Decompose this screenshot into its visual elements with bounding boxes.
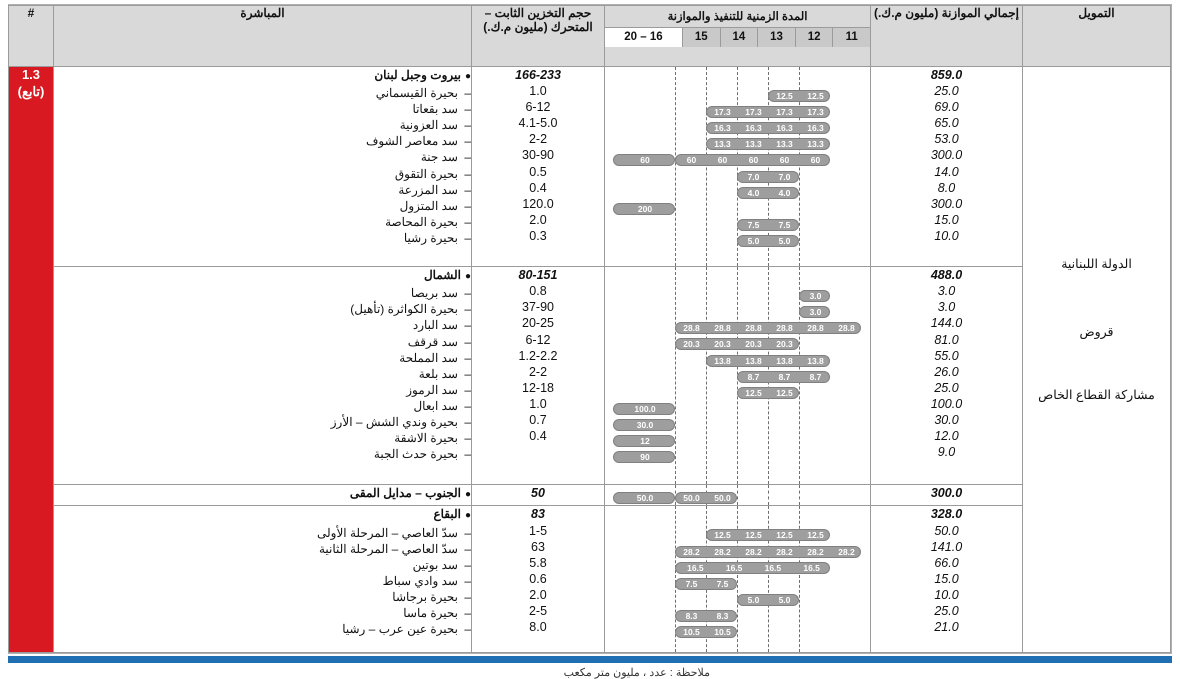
- volume-value: 0.4: [529, 429, 547, 444]
- project-cell: [54, 506, 472, 653]
- gantt-bar-value: 60: [779, 155, 790, 166]
- gantt-bar-value: 7.0: [778, 171, 791, 182]
- gantt-bar: [613, 403, 675, 415]
- budget-cell: [871, 67, 1023, 267]
- project-item: – سدّ العاصي – المرحلة الأولى: [316, 525, 471, 540]
- gantt-bar-value: 50.0: [636, 493, 654, 504]
- budget-cell: [871, 485, 1023, 506]
- project-item: – بحيرة المحاصة: [385, 214, 471, 229]
- volume-value: 0.7: [529, 413, 547, 428]
- gantt-gridline: [799, 506, 800, 652]
- gantt-bar-value: 4.0: [778, 187, 791, 198]
- budget-value: 66.0: [934, 555, 959, 570]
- budget-value: 14.0: [934, 164, 959, 179]
- gantt-bar-value: 10.5: [683, 627, 700, 638]
- budget-cell: [871, 267, 1023, 485]
- gantt-bar-value: 28.2: [683, 546, 700, 557]
- year-11: 11: [832, 28, 870, 47]
- project-item: – سد البارد: [412, 318, 471, 333]
- volume-total: 50: [531, 486, 545, 501]
- gantt-bar: [613, 154, 675, 166]
- gantt-bar-value: 12.5: [714, 530, 731, 541]
- volume-value: 2-2: [528, 364, 548, 379]
- gantt-bar: [737, 594, 799, 606]
- table-row: [9, 267, 1171, 485]
- gantt-bar-value: 50.0: [683, 493, 700, 504]
- gantt-bar-value: 20.3: [745, 339, 762, 350]
- gantt-gridline: [799, 485, 800, 505]
- gantt-bar-value: 28.8: [807, 323, 824, 334]
- table-row: [9, 67, 1171, 267]
- gantt-bar-value: 16.3: [745, 123, 762, 134]
- volume-value: 2-5: [528, 604, 548, 619]
- project-group-label: ●بيروت وجبل لبنان: [374, 68, 471, 82]
- volume-value: 20-25: [522, 316, 554, 331]
- gantt-bar-value: 60: [748, 155, 759, 166]
- gantt-bar-value: 7.0: [747, 171, 760, 182]
- gantt-bar-value: 28.2: [714, 546, 731, 557]
- gantt-cell: [605, 485, 871, 506]
- gantt-bar-value: 16.5: [687, 562, 704, 573]
- financing-item: الدولة اللبنانية: [1061, 257, 1132, 271]
- gantt-bar-value: 12.5: [776, 387, 793, 398]
- gantt-bar: [613, 435, 675, 447]
- budget-value: 25.0: [934, 84, 959, 99]
- project-item: – سد بريصا: [410, 286, 471, 301]
- table-header-row: [9, 6, 1171, 67]
- gantt-bar: [706, 355, 830, 367]
- gantt-bar: [768, 90, 830, 102]
- gantt-gridline: [737, 485, 738, 505]
- year-13: 13: [757, 28, 795, 47]
- gantt-bar: [675, 562, 830, 574]
- project-item: – سد معاصر الشوف: [365, 134, 471, 149]
- gantt-bar-value: 17.3: [807, 107, 824, 118]
- volume-value: 0.5: [529, 164, 547, 179]
- volume-value: 6-12: [525, 332, 551, 347]
- gantt-bar-value: 3.0: [809, 307, 822, 318]
- budget-total: 488.0: [930, 268, 963, 283]
- gantt-bar-value: 13.8: [776, 355, 793, 366]
- volume-value: 2.0: [529, 587, 547, 602]
- volume-value: 6-12: [525, 100, 551, 115]
- gantt-bar: [675, 578, 737, 590]
- gantt-bar-value: 100.0: [634, 403, 656, 414]
- volume-value: 37-90: [522, 300, 554, 315]
- budget-total: 859.0: [930, 68, 963, 82]
- gantt-bar-value: 20.3: [776, 339, 793, 350]
- budget-value: 69.0: [934, 100, 959, 115]
- gantt-bar-value: 8.3: [685, 610, 698, 621]
- year-15: 15: [682, 28, 720, 47]
- year-16-20: 20 – 16: [605, 28, 682, 47]
- gantt-track: [605, 67, 870, 266]
- gantt-bar-value: 16.5: [803, 562, 820, 573]
- project-item: – سد قرقف: [407, 334, 471, 349]
- gantt-gridline: [737, 506, 738, 652]
- volume-value: 8.0: [529, 620, 547, 635]
- header-timeline-label: المدة الزمنية للتنفيذ والموازنة: [605, 6, 870, 28]
- gantt-cell: [605, 67, 871, 267]
- gantt-bar-value: 7.5: [685, 578, 698, 589]
- project-item: – سد الرموز: [406, 382, 471, 397]
- volume-value: 1.2-2.2: [518, 348, 558, 363]
- gantt-bar-value: 28.8: [683, 323, 700, 334]
- gantt-bar-value: 20.3: [683, 339, 700, 350]
- budget-value: 8.0: [937, 180, 956, 195]
- gantt-bar: [675, 492, 737, 504]
- gantt-bar: [737, 371, 830, 383]
- gantt-bar-value: 12.5: [745, 530, 762, 541]
- gantt-cell: [605, 267, 871, 485]
- gantt-bar-value: 5.0: [747, 594, 760, 605]
- budget-value: 3.0: [937, 300, 956, 315]
- budget-value: 141.0: [930, 539, 963, 554]
- year-12: 12: [795, 28, 833, 47]
- budget-value: 81.0: [934, 332, 959, 347]
- budget-value: 9.0: [937, 445, 956, 460]
- gantt-bar-value: 28.2: [807, 546, 824, 557]
- gantt-bar-value: 12.5: [776, 91, 793, 101]
- gantt-gridline: [706, 267, 707, 484]
- volume-total: 166-233: [515, 68, 561, 82]
- gantt-bar: [613, 492, 675, 504]
- gantt-bar-value: 8.3: [716, 610, 729, 621]
- gantt-bar-value: 13.3: [776, 139, 793, 150]
- gantt-bar: [799, 290, 830, 302]
- budget-value: 30.0: [934, 413, 959, 428]
- project-item: – سد العزونية: [399, 118, 471, 133]
- project-item: – سد جنة: [420, 150, 471, 165]
- budget-value: 100.0: [930, 396, 963, 411]
- volume-cell: [472, 67, 605, 267]
- gantt-bar-value: 30.0: [636, 419, 654, 430]
- volume-value: 4.1-5.0: [518, 116, 558, 131]
- project-group-label: ●الشمال: [423, 268, 471, 283]
- project-item: – سد بلعة: [418, 366, 471, 381]
- section-number: 1.3: [21, 67, 41, 82]
- project-item: – سد وادي سباط: [382, 573, 471, 588]
- volume-value: 12-18: [522, 380, 554, 395]
- volume-value: 2.0: [529, 212, 547, 227]
- project-group-label: ●البقاع: [433, 507, 471, 522]
- budget-total: 328.0: [930, 507, 963, 522]
- gantt-bar-value: 7.5: [747, 219, 760, 230]
- volume-cell: [472, 506, 605, 653]
- gantt-bar: [675, 338, 799, 350]
- gantt-bar-value: 16.5: [725, 562, 743, 573]
- gantt-bar-value: 60: [717, 155, 728, 166]
- project-item: – سد بقعاتا: [412, 102, 471, 117]
- gantt-bar-value: 5.0: [747, 235, 760, 246]
- financing-list: [1023, 67, 1170, 404]
- project-item: – سد المملحة: [399, 350, 471, 365]
- project-item: – سد المزرعة: [398, 182, 471, 197]
- gantt-bar: [675, 322, 861, 334]
- gantt-bar: [799, 306, 830, 318]
- gantt-bar-value: 3.0: [809, 291, 822, 302]
- table-row: [9, 506, 1171, 653]
- gantt-bar-value: 16.3: [776, 123, 793, 134]
- gantt-bar-value: 16.5: [764, 562, 782, 573]
- budget-value: 300.0: [930, 196, 963, 211]
- gantt-bar-value: 50.0: [714, 493, 731, 504]
- gantt-bar-value: 28.2: [776, 546, 793, 557]
- project-cell: [54, 267, 472, 485]
- header-budget: إجمالي الموازنة (مليون م.ك.): [871, 6, 1023, 67]
- budget-value: 144.0: [930, 316, 963, 331]
- dams-schedule-table: [8, 4, 1172, 654]
- gantt-bar-value: 13.3: [745, 139, 762, 150]
- gantt-gridline: [675, 67, 676, 266]
- project-item: – بحيرة رشيا: [403, 230, 471, 245]
- budget-value: 15.0: [934, 212, 959, 227]
- header-project: المباشرة: [54, 6, 472, 67]
- gantt-bar-value: 13.8: [714, 355, 731, 366]
- budget-value: 21.0: [934, 620, 959, 635]
- gantt-bar: [613, 451, 675, 463]
- financing-cell: [1023, 67, 1171, 653]
- gantt-bar-value: 28.8: [745, 323, 762, 334]
- budget-total: 300.0: [930, 486, 963, 501]
- gantt-cell: [605, 506, 871, 653]
- gantt-bar: [737, 387, 799, 399]
- gantt-track: [605, 485, 870, 505]
- project-item: – سد المتزول: [399, 198, 471, 213]
- gantt-bar-value: 13.3: [807, 139, 824, 150]
- gantt-bar-value: 13.8: [745, 355, 762, 366]
- gantt-bar-value: 60: [640, 155, 650, 166]
- gantt-bar: [613, 203, 675, 215]
- gantt-bar-value: 60: [810, 155, 821, 166]
- project-item: – بحيرة التقوق: [394, 166, 471, 181]
- project-item: – بحيرة القيسماني: [375, 86, 471, 101]
- gantt-gridline: [768, 506, 769, 652]
- budget-value: 300.0: [930, 148, 963, 163]
- project-item: – بحيرة عين عرب – رشيا: [342, 622, 471, 637]
- gantt-bar: [675, 626, 737, 638]
- project-item: – سد بوتين: [412, 557, 471, 572]
- gantt-bar-value: 12.5: [807, 91, 824, 101]
- footnote: ملاحظة : عدد ، مليون متر مكعب: [563, 667, 710, 679]
- gantt-bar: [737, 187, 799, 199]
- volume-value: 1-5: [528, 523, 548, 538]
- volume-value: 1.0: [529, 84, 547, 99]
- gantt-bar-value: 13.3: [714, 139, 731, 150]
- gantt-bar-value: 28.2: [745, 546, 762, 557]
- budget-value: 65.0: [934, 116, 959, 131]
- gantt-bar-value: 12.5: [776, 530, 793, 541]
- gantt-gridline: [675, 267, 676, 484]
- project-item: – بحيرة الاشقة: [394, 431, 471, 446]
- budget-value: 12.0: [934, 429, 959, 444]
- header-timeline: [605, 6, 871, 67]
- budget-value: 26.0: [934, 364, 959, 379]
- budget-value: 25.0: [934, 604, 959, 619]
- gantt-bar-value: 12: [640, 436, 650, 447]
- header-financing: التمويل: [1023, 6, 1171, 67]
- gantt-bar-value: 17.3: [776, 107, 793, 118]
- project-item: – سد ابعال: [413, 398, 471, 413]
- gantt-bar-value: 20.3: [714, 339, 731, 350]
- budget-value: 55.0: [934, 348, 959, 363]
- financing-item: قروض: [1079, 324, 1114, 339]
- budget-value: 10.0: [934, 587, 959, 602]
- gantt-bar: [706, 106, 830, 118]
- gantt-bar-value: 17.3: [714, 107, 731, 118]
- gantt-bar-value: 17.3: [745, 107, 762, 118]
- gantt-bar-value: 16.3: [714, 123, 731, 134]
- gantt-bar-value: 12.5: [745, 387, 762, 398]
- bottom-accent-bar: [8, 656, 1172, 663]
- budget-value: 10.0: [934, 228, 959, 243]
- volume-value: 0.3: [529, 228, 547, 243]
- volume-value: 1.0: [529, 396, 547, 411]
- gantt-bar: [675, 154, 830, 166]
- gantt-bar-value: 12.5: [807, 530, 824, 541]
- budget-value: 53.0: [934, 132, 959, 147]
- project-cell: [54, 485, 472, 506]
- gantt-bar: [675, 546, 861, 558]
- gantt-bar-value: 8.7: [778, 371, 791, 382]
- gantt-bar: [675, 610, 737, 622]
- gantt-bar-value: 5.0: [778, 235, 791, 246]
- gantt-bar-value: 5.0: [778, 594, 791, 605]
- volume-value: 0.6: [529, 571, 547, 586]
- project-item: – بحيرة الكواثرة (تأهيل): [350, 302, 471, 317]
- header-volume: حجم التخزين الثابت – المتحرك (مليون م.ك.): [472, 6, 605, 67]
- section-number-cell: [9, 67, 54, 653]
- project-item: – سدّ العاصي – المرحلة الثانية: [318, 541, 471, 556]
- volume-value: 120.0: [522, 196, 554, 211]
- gantt-bar: [706, 122, 830, 134]
- gantt-bar-value: 7.5: [716, 578, 729, 589]
- volume-value: 5.8: [529, 555, 547, 570]
- gantt-bar-value: 60: [686, 155, 697, 166]
- gantt-bar-value: 8.7: [809, 371, 822, 382]
- volume-cell: [472, 267, 605, 485]
- budget-value: 3.0: [937, 284, 956, 299]
- gantt-bar-value: 4.0: [747, 187, 760, 198]
- gantt-bar-value: 200: [637, 203, 653, 214]
- section-number-continued: (تابع): [17, 83, 45, 99]
- project-item: – بحيرة ماسا: [403, 606, 471, 621]
- gantt-gridline: [768, 485, 769, 505]
- project-item: – بحيرة حدث الجبة: [373, 447, 471, 462]
- financing-item: مشاركة القطاع الخاص: [1038, 388, 1155, 403]
- gantt-bar: [706, 138, 830, 150]
- volume-value: 0.8: [529, 284, 547, 299]
- gantt-bar-value: 90: [640, 452, 650, 463]
- budget-cell: [871, 506, 1023, 653]
- gantt-track: [605, 506, 870, 652]
- volume-value: 63: [531, 539, 545, 554]
- budget-value: 25.0: [934, 380, 959, 395]
- gantt-bar-value: 28.8: [714, 323, 731, 334]
- year-columns: [605, 28, 870, 47]
- gantt-bar-value: 7.5: [778, 219, 791, 230]
- gantt-track: [605, 267, 870, 484]
- gantt-bar-value: 28.2: [838, 546, 855, 557]
- volume-cell: [472, 485, 605, 506]
- gantt-gridline: [706, 67, 707, 266]
- gantt-bar-value: 8.7: [747, 371, 760, 382]
- gantt-bar: [737, 219, 799, 231]
- gantt-bar-value: 28.8: [776, 323, 793, 334]
- project-item: – بحيرة برجاشا: [392, 589, 471, 604]
- gantt-bar: [737, 235, 799, 247]
- volume-value: 30-90: [522, 148, 554, 163]
- header-number: #: [9, 6, 54, 67]
- budget-value: 15.0: [934, 571, 959, 586]
- gantt-bar-value: 10.5: [714, 627, 731, 638]
- project-item: – بحيرة وندي الشش – الأرز: [330, 415, 471, 430]
- volume-total: 80-151: [518, 268, 558, 283]
- volume-value: 0.4: [529, 180, 547, 195]
- table-row: [9, 485, 1171, 506]
- volume-value: 2-2: [528, 132, 548, 147]
- year-14: 14: [720, 28, 758, 47]
- gantt-bar-value: 16.3: [807, 123, 824, 134]
- gantt-bar: [706, 529, 830, 541]
- table-body: [9, 67, 1171, 653]
- gantt-bar: [737, 171, 799, 183]
- volume-total: 83: [531, 507, 545, 522]
- gantt-bar-value: 28.8: [838, 323, 855, 334]
- budget-value: 50.0: [934, 523, 959, 538]
- gantt-bar-value: 13.8: [807, 355, 824, 366]
- gantt-bar: [613, 419, 675, 431]
- project-group-label: ●الجنوب – مدايل المقى: [349, 486, 471, 501]
- project-cell: [54, 67, 472, 267]
